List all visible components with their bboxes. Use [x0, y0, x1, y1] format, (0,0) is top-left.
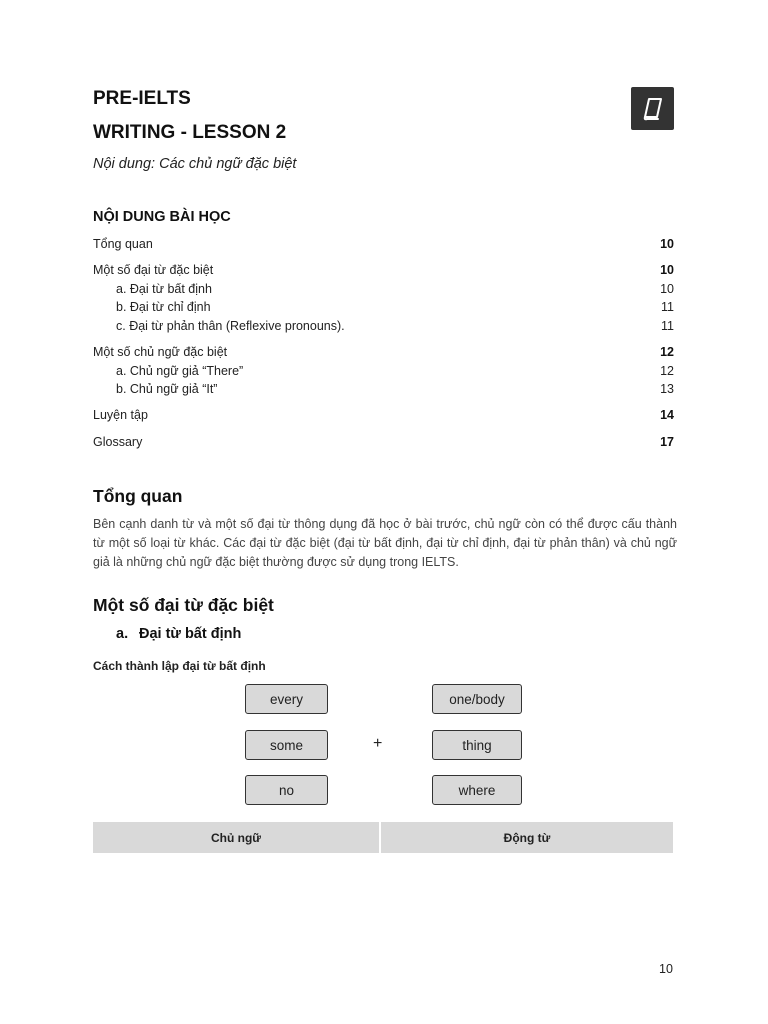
toc-item-practice[interactable] — [93, 408, 674, 424]
lesson-subtitle: Nội dung: Các chủ ngữ đặc biệt — [93, 156, 297, 172]
plus-sign: + — [373, 735, 383, 752]
overview-heading: Tổng quan — [93, 486, 183, 506]
lesson-title-line1: PRE-IELTS — [93, 88, 191, 109]
lesson-title-line2: WRITING - LESSON 2 — [93, 122, 287, 143]
toc-item-label: Một số chủ ngữ đặc biệt — [93, 345, 228, 359]
toc-item-label: Tổng quan — [93, 237, 153, 251]
toc-item-page: 11 — [661, 319, 674, 333]
toc-item-special-subjects[interactable] — [93, 345, 674, 361]
toc-item-page: 10 — [660, 263, 674, 277]
toc-item-label: a. Chủ ngữ giả “There” — [116, 364, 244, 378]
subsection-number: a. — [116, 626, 129, 642]
subject-verb-table — [93, 822, 673, 853]
toc-item-page: 13 — [660, 382, 674, 396]
toc-item-label: b. Chủ ngữ giả “It” — [116, 382, 218, 396]
toc-item-label: Luyện tập — [93, 408, 148, 422]
toc-item-special-pronouns[interactable] — [93, 263, 674, 279]
toc-item-page: 14 — [660, 408, 674, 422]
toc-item-indefinite-pronouns[interactable] — [93, 282, 674, 298]
overview-paragraph: Bên cạnh danh từ và một số đại từ thông dụng đã học ở bài trước, chủ ngữ còn có thể được cấu thành từ một số loại từ khác. Các đại từ đặc biệt (đại từ bất định, đại từ chỉ định, đại từ phản thân) và chủ ngữ giả là những chủ ngữ đặc biệt thường được sử dụng trong IELTS. — [93, 517, 677, 569]
prefix-box-every: every — [245, 684, 328, 714]
toc-item-label: Glossary — [93, 435, 143, 449]
book-badge — [631, 87, 674, 130]
toc-heading: NỘI DUNG BÀI HỌC — [93, 209, 231, 225]
page-number: 10 — [659, 962, 673, 976]
toc-item-glossary[interactable] — [93, 435, 674, 451]
prefix-box-no: no — [245, 775, 328, 805]
toc-item-label: Một số đại từ đặc biệt — [93, 263, 214, 277]
toc-item-demonstrative-pronouns[interactable] — [93, 300, 674, 316]
suffix-box-where: where — [432, 775, 522, 805]
subsection-title: Đại từ bất định — [139, 626, 242, 642]
book-icon — [642, 97, 664, 121]
table-header-verb: Động từ — [381, 822, 673, 853]
toc-item-page: 10 — [660, 237, 674, 251]
diagram-caption: Cách thành lập đại từ bất định — [93, 659, 266, 673]
suffix-box-one-body: one/body — [432, 684, 522, 714]
toc-item-page: 11 — [661, 300, 674, 314]
toc-item-page: 12 — [660, 364, 674, 378]
toc-item-label: c. Đại từ phản thân (Reflexive pronouns). — [116, 319, 345, 333]
section-heading: Một số đại từ đặc biệt — [93, 595, 274, 615]
toc-item-reflexive-pronouns[interactable] — [93, 319, 674, 335]
toc-item-page: 12 — [660, 345, 674, 359]
toc-item-dummy-it[interactable] — [93, 382, 674, 398]
suffix-box-thing: thing — [432, 730, 522, 760]
prefix-box-some: some — [245, 730, 328, 760]
toc-item-dummy-there[interactable] — [93, 364, 674, 380]
toc-item-label: a. Đại từ bất định — [116, 282, 212, 296]
toc-item-page: 10 — [660, 282, 674, 296]
toc-item-overview[interactable] — [93, 237, 674, 253]
table-header-subject: Chủ ngữ — [93, 822, 379, 853]
toc-item-page: 17 — [660, 435, 674, 449]
toc-item-label: b. Đại từ chỉ định — [116, 300, 211, 314]
